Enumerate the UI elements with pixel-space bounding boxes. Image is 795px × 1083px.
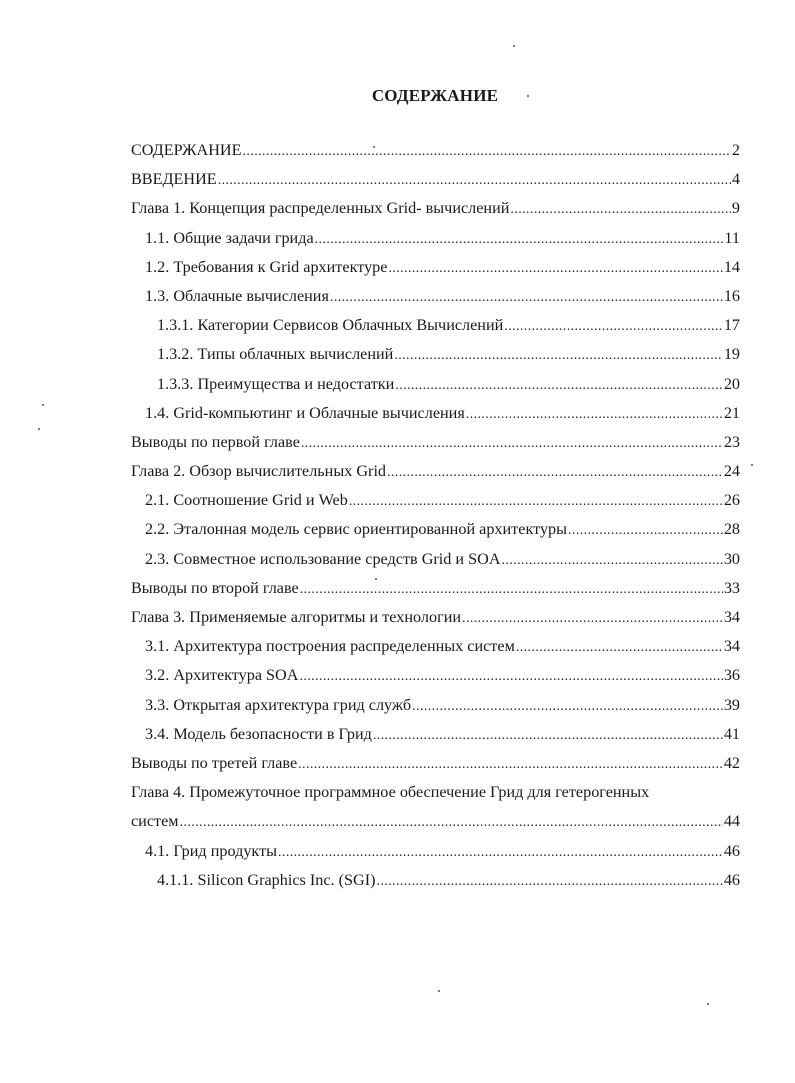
leader-dots xyxy=(315,232,724,248)
toc-entry-page: 39 xyxy=(723,695,740,714)
leader-dots xyxy=(180,815,723,831)
toc-entry-label: Глава 2. Обзор вычислительных Grid xyxy=(131,462,387,481)
toc-entry-line-1[interactable] xyxy=(131,783,740,812)
toc-entry-label: 1.3.1. Категории Сервисов Облачных Вычислений xyxy=(157,316,504,335)
leader-dots xyxy=(462,611,723,627)
toc-entry[interactable] xyxy=(131,754,740,783)
toc-entry[interactable] xyxy=(131,520,740,549)
toc-entry-page: 23 xyxy=(723,432,740,451)
toc-entry-label: 2.1. Соотношение Grid и Web xyxy=(145,491,348,510)
toc-entry-page: 46 xyxy=(723,841,740,860)
leader-dots xyxy=(394,348,722,364)
leader-dots xyxy=(349,494,723,510)
toc-entry-label: Выводы по первой главе xyxy=(131,432,300,451)
toc-entry[interactable] xyxy=(131,842,740,871)
scan-speck xyxy=(438,990,440,992)
scan-speck xyxy=(42,404,44,406)
toc-entry-label: 2.2. Эталонная модель сервис ориентированной архитектуры xyxy=(145,520,568,539)
toc-entry[interactable] xyxy=(131,696,740,725)
toc-entry-label: 1.2. Требования к Grid архитектуре xyxy=(145,257,388,276)
leader-dots xyxy=(301,436,723,452)
toc-entry-label: 4.1.1. Silicon Graphics Inc. (SGI) xyxy=(157,870,376,889)
table-of-contents xyxy=(131,141,740,900)
toc-entry-page: 34 xyxy=(723,637,740,656)
toc-entry-label: 1.3.2. Типы облачных вычислений xyxy=(157,345,394,364)
toc-entry-page: 33 xyxy=(723,578,740,597)
toc-entry-label: Глава 4. Промежуточное программное обеспечение Грид для гетерогенных xyxy=(131,783,650,802)
toc-entry-page: 4 xyxy=(731,170,740,189)
toc-entry[interactable] xyxy=(131,199,740,228)
toc-entry-page: 11 xyxy=(724,228,740,247)
page-title: СОДЕРЖАНИЕ xyxy=(371,86,499,105)
leader-dots xyxy=(568,523,723,539)
leader-dots xyxy=(299,669,722,685)
toc-entry-page: 30 xyxy=(723,549,740,568)
toc-entry-label: 1.3.3. Преимущества и недостатки xyxy=(157,374,395,393)
toc-entry-page: 19 xyxy=(723,345,740,364)
toc-entry-page: 26 xyxy=(723,491,740,510)
toc-entry-page: 21 xyxy=(723,403,740,422)
toc-entry[interactable] xyxy=(131,316,740,345)
scan-speck xyxy=(375,578,377,580)
toc-entry[interactable] xyxy=(131,345,740,374)
leader-dots xyxy=(330,290,723,306)
toc-entry-page: 44 xyxy=(723,812,740,831)
toc-entry-page: 46 xyxy=(723,870,740,889)
toc-entry[interactable] xyxy=(131,287,740,316)
toc-entry-label: 3.4. Модель безопасности в Грид xyxy=(145,724,372,743)
toc-entry-page: 20 xyxy=(723,374,740,393)
scan-speck xyxy=(373,146,375,148)
toc-entry-page: 14 xyxy=(723,257,740,276)
leader-dots xyxy=(466,407,723,423)
leader-dots xyxy=(300,582,723,598)
leader-dots xyxy=(510,202,730,218)
toc-entry-label: 3.1. Архитектура построения распределенных систем xyxy=(145,637,515,656)
toc-entry-label: 3.2. Архитектура SOA xyxy=(145,666,299,685)
toc-entry-label: 4.1. Грид продукты xyxy=(145,841,278,860)
toc-entry[interactable] xyxy=(131,608,740,637)
toc-entry[interactable] xyxy=(131,229,740,258)
toc-entry[interactable] xyxy=(131,550,740,579)
toc-entry-label: систем xyxy=(131,812,179,831)
leader-dots xyxy=(516,640,723,656)
toc-entry-page: 28 xyxy=(723,520,740,539)
toc-entry[interactable] xyxy=(131,725,740,754)
leader-dots xyxy=(218,173,731,189)
toc-entry-label: Выводы по третей главе xyxy=(131,753,298,772)
toc-entry-page: 24 xyxy=(723,462,740,481)
toc-entry-label: 1.4. Grid-компьютинг и Облачные вычисления xyxy=(145,403,465,422)
toc-entry[interactable] xyxy=(131,491,740,520)
leader-dots xyxy=(504,319,723,335)
toc-entry[interactable] xyxy=(131,579,740,608)
leader-dots xyxy=(377,874,723,890)
leader-dots xyxy=(387,465,723,481)
toc-entry-page: 17 xyxy=(723,316,740,335)
toc-entry-page: 34 xyxy=(723,608,740,626)
toc-entry[interactable] xyxy=(131,666,740,695)
scan-speck xyxy=(513,45,515,47)
toc-entry-page: 9 xyxy=(731,199,740,218)
toc-entry-page: 36 xyxy=(723,666,740,685)
scan-speck xyxy=(527,95,529,97)
leader-dots xyxy=(502,553,723,569)
toc-entry-label: Глава 1. Концепция распределенных Grid- вычислений xyxy=(131,199,510,218)
toc-entry[interactable] xyxy=(131,170,740,199)
toc-entry-page: 2 xyxy=(731,141,740,159)
toc-entry[interactable] xyxy=(131,375,740,404)
toc-entry-page: 16 xyxy=(723,286,740,305)
toc-entry[interactable] xyxy=(131,871,740,900)
toc-entry-label: 1.1. Общие задачи грида xyxy=(145,228,314,247)
toc-entry-label: Выводы по второй главе xyxy=(131,578,299,597)
toc-entry[interactable] xyxy=(131,258,740,287)
leader-dots xyxy=(388,261,722,277)
leader-dots xyxy=(412,699,723,715)
scan-speck xyxy=(707,1003,709,1005)
toc-entry-label: ВВЕДЕНИЕ xyxy=(131,170,217,189)
toc-entry-label: 3.3. Открытая архитектура грид служб xyxy=(145,695,412,714)
toc-entry-label: 2.3. Совместное использование средств Grid и SOA xyxy=(145,549,501,568)
toc-entry-page: 42 xyxy=(723,753,740,772)
toc-entry[interactable] xyxy=(131,462,740,491)
toc-entry[interactable] xyxy=(131,637,740,666)
toc-entry-page: 41 xyxy=(723,724,740,743)
leader-dots xyxy=(298,757,723,773)
toc-entry[interactable] xyxy=(131,141,740,170)
scan-speck xyxy=(38,428,40,430)
toc-entry[interactable] xyxy=(131,404,740,433)
scan-speck xyxy=(751,464,753,466)
leader-dots xyxy=(395,378,723,394)
leader-dots xyxy=(278,845,723,861)
leader-dots xyxy=(243,144,731,160)
toc-entry[interactable] xyxy=(131,433,740,462)
toc-entry-label: 1.3. Облачные вычисления xyxy=(145,286,329,305)
leader-dots xyxy=(373,728,723,744)
toc-entry-label: Глава 3. Применяемые алгоритмы и технологии xyxy=(131,608,462,626)
toc-entry-label: СОДЕРЖАНИЕ xyxy=(131,141,242,159)
toc-entry-line-2[interactable] xyxy=(131,812,740,841)
